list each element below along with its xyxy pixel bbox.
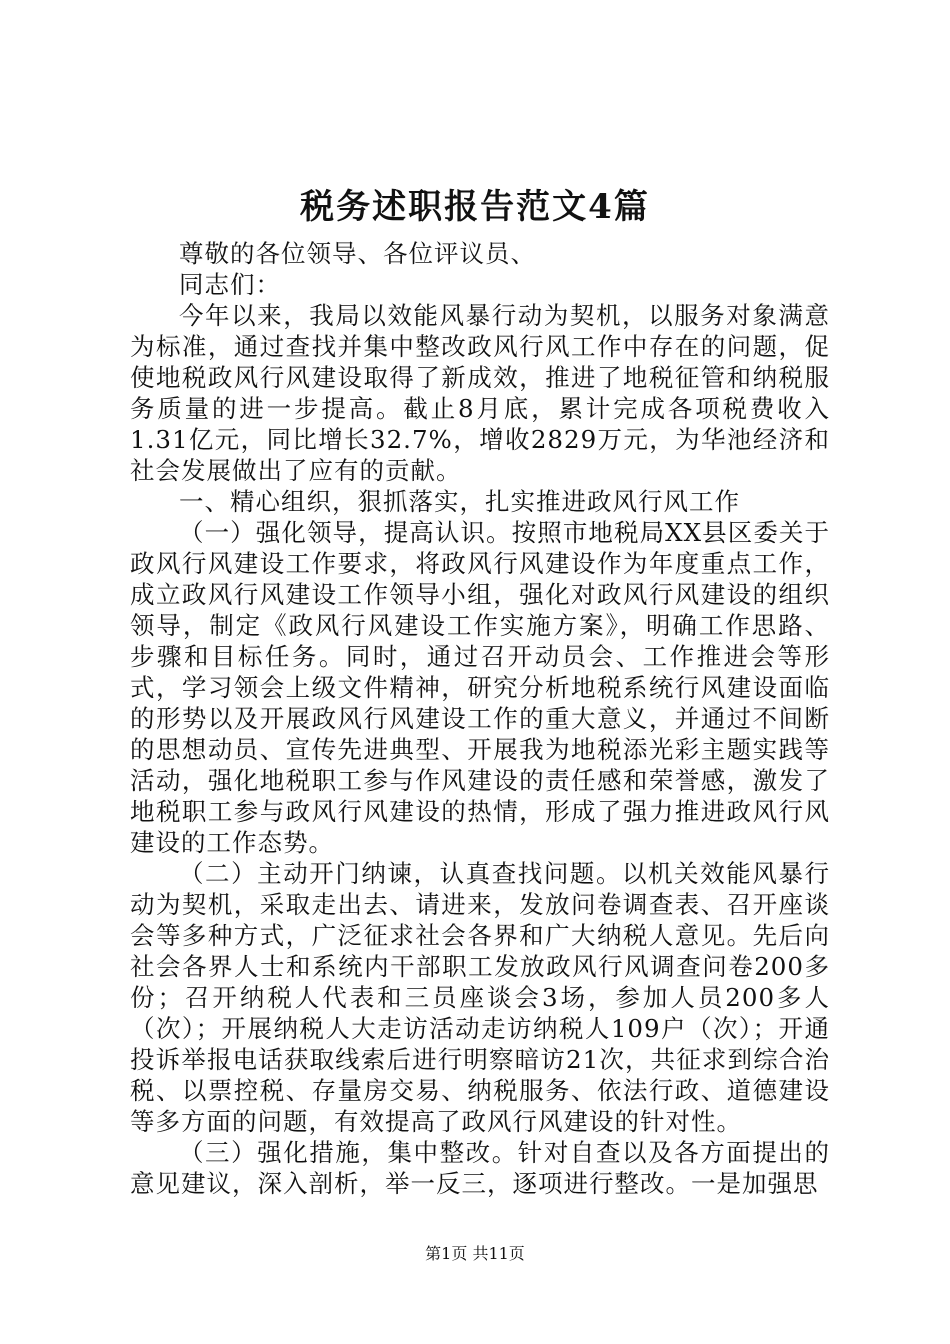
salutation-line: 同志们： — [179, 270, 281, 299]
body-paragraph: 今年以来，我局以效能风暴行动为契机，以服务对象满意为标准，通过查找并集中整改政风行风工作中存在的问题，促使地税政风行风建设取得了新成效，推进了地税征管和纳税服务质量的进一步提高。截止8月底，累计完成各项税费收入1.31亿元，同比增长32.7%，增收2829万元，为华池经济和社会发展做出了应有的贡献。 — [130, 301, 830, 485]
body-paragraph: （三）强化措施，集中整改。针对自查以及各方面提出的意见建议，深入剖析，举一反三，逐项进行整改。一是加强思 — [130, 1138, 830, 1198]
page-title: 税务述职报告范文4篇 — [300, 187, 650, 227]
salutation-line: 尊敬的各位领导、各位评议员、 — [179, 239, 536, 268]
body-paragraph: （一）强化领导，提高认识。按照市地税局XX县区委关于政风行风建设工作要求，将政风行风建设作为年度重点工作，成立政风行风建设工作领导小组，强化对政风行风建设的组织领导，制定《政风行风建设工作实施方案》，明确工作思路、步骤和目标任务。同时，通过召开动员会、工作推进会等形式，学习领会上级文件精神，研究分析地税系统行风建设面临的形势以及开展政风行风建设工作的重大意义，并通过不间断的思想动员、宣传先进典型、开展我为地税添光彩主题实践等活动，强化地税职工参与作风建设的责任感和荣誉感，激发了地税职工参与政风行风建设的热情，形成了强力推进政风行风建设的工作态势。 — [130, 518, 830, 857]
body-paragraph: （二）主动开门纳谏，认真查找问题。以机关效能风暴行动为契机，采取走出去、请进来，发放问卷调查表、召开座谈会等多种方式，广泛征求社会各界和广大纳税人意见。先后向社会各界人士和系统内干部职工发放政风行风调查问卷200多份；召开纳税人代表和三员座谈会3场，参加人员200多人（次）；开展纳税人大走访活动走访纳税人109户（次）；开通投诉举报电话获取线索后进行明察暗访21次，共征求到综合治税、以票控税、存量房交易、纳税服务、依法行政、道德建设等多方面的问题，有效提高了政风行风建设的针对性。 — [130, 859, 830, 1136]
section-heading: 一、精心组织，狠抓落实，扎实推进政风行风工作 — [179, 487, 740, 516]
page-footer: 第1页 共11页 — [425, 1244, 525, 1263]
document-body — [130, 238, 830, 1199]
